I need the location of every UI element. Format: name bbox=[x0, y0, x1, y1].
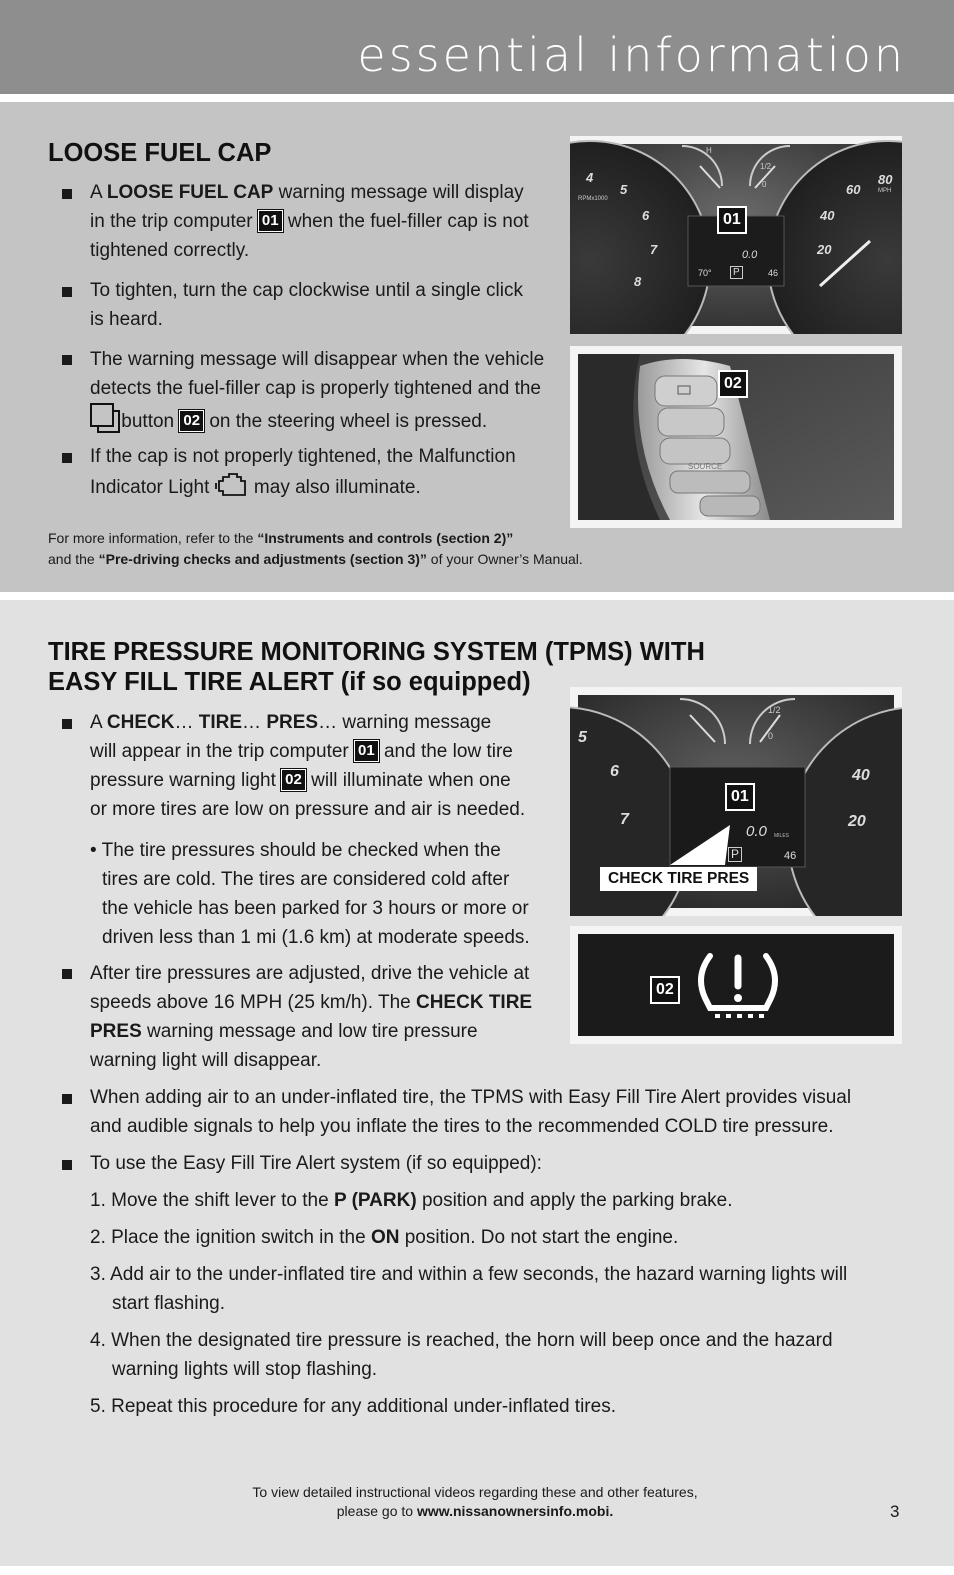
gear-indicator: P bbox=[728, 847, 742, 862]
step-2: 2. Place the ignition switch in the ON position. Do not start the engine. bbox=[90, 1227, 679, 1248]
tpms-bullet-4: To use the Easy Fill Tire Alert system (if so equipped): bbox=[90, 1153, 542, 1174]
bullet-marker bbox=[62, 1094, 72, 1104]
instrument-cluster-photo bbox=[570, 136, 902, 334]
rpm-label: RPMx1000 bbox=[578, 196, 608, 202]
fuel-half-label: 1/2 bbox=[768, 705, 781, 715]
temp-high-label: H bbox=[706, 146, 712, 155]
callout-badge-02: 02 bbox=[718, 370, 748, 398]
website-link[interactable]: www.nissanownersinfo.mobi. bbox=[416, 1503, 614, 1519]
bullet-marker bbox=[62, 355, 72, 365]
bullet-marker bbox=[62, 453, 72, 463]
check-tire-pres-label: CHECK TIRE PRES bbox=[600, 867, 757, 891]
tpms-bullet-3: When adding air to an under-inflated tire, the TPMS with Easy Fill Tire Alert provides visual and audible signals to help you inflate the tires to the recommended COLD tire pressure. bbox=[90, 1087, 852, 1137]
tpms-heading-line-2: EASY FILL TIRE ALERT (if so equipped) bbox=[48, 668, 531, 696]
mph-label: MPH bbox=[878, 188, 892, 194]
callout-badge-01: 01 bbox=[354, 740, 379, 762]
callout-badge-02: 02 bbox=[650, 976, 680, 1004]
page-header bbox=[0, 0, 954, 94]
trip-odometer-readout: 0.0 bbox=[746, 823, 767, 840]
footer-note: To view detailed instructional videos regarding these and other features, please go to www.nissanownersinfo.mobi. bbox=[252, 1484, 698, 1519]
source-button-label: SOURCE bbox=[688, 462, 723, 471]
speed-label-40: 40 bbox=[852, 767, 870, 784]
fuel-zero-label: 0 bbox=[762, 180, 767, 189]
tpms-heading-line-1: TIRE PRESSURE MONITORING SYSTEM (TPMS) WITH bbox=[48, 638, 705, 666]
display-button-icon bbox=[90, 403, 116, 429]
tpms-sub-note: • The tire pressures should be checked when the tires are cold. The tires are considered cold after the vehicle has been parked for 3 hours or more or driven less than 1 mi (1.6 km) at moderate speeds. bbox=[90, 840, 530, 948]
fuel-zero-label: 0 bbox=[768, 731, 774, 741]
callout-badge-02: 02 bbox=[281, 769, 306, 791]
page-number: 3 bbox=[890, 1502, 900, 1521]
fuel-bullet-4: If the cap is not properly tightened, the Malfunction Indicator Light may also illuminate. bbox=[90, 446, 516, 498]
step-3: 3. Add air to the under-inflated tire and within a few seconds, the hazard warning lights will start flashing. bbox=[90, 1264, 848, 1314]
step-5: 5. Repeat this procedure for any additional under-inflated tires. bbox=[90, 1396, 616, 1417]
fuel-half-label: 1/2 bbox=[760, 162, 772, 171]
bullet-marker bbox=[62, 969, 72, 979]
page-title: essential information bbox=[357, 28, 906, 82]
tpms-cluster-photo bbox=[570, 687, 902, 916]
speed-label-80: 80 bbox=[878, 172, 893, 187]
miles-label: MILES bbox=[774, 833, 790, 839]
bullet-marker bbox=[62, 189, 72, 199]
callout-badge-01: 01 bbox=[717, 206, 747, 234]
tach-label-8: 8 bbox=[634, 274, 642, 289]
tach-label-5: 5 bbox=[620, 182, 628, 197]
tpms-bullet-2: After tire pressures are adjusted, drive the vehicle at speeds above 16 MPH (25 km/h). The CHECK TIRE PRES warning message and low tire pressure warning light will disappear. bbox=[90, 963, 533, 1071]
low-tire-pressure-light-photo bbox=[570, 926, 902, 1044]
bullet-marker bbox=[62, 1160, 72, 1170]
steering-wheel-photo bbox=[570, 346, 902, 528]
trip-odometer-readout: 0.0 bbox=[742, 249, 758, 261]
fuel-bullet-1: A LOOSE FUEL CAP warning message will display in the trip computer 01 when the fuel-filler cap is not tightened correctly. bbox=[90, 182, 529, 261]
tach-label-7: 7 bbox=[650, 242, 658, 257]
bullet-marker bbox=[62, 287, 72, 297]
tach-label-7: 7 bbox=[620, 811, 629, 828]
range-readout: 46 bbox=[784, 850, 797, 862]
fuel-cap-heading: LOOSE FUEL CAP bbox=[48, 139, 272, 167]
tach-label-4: 4 bbox=[586, 170, 594, 185]
tach-label-6: 6 bbox=[610, 763, 619, 780]
step-4: 4. When the designated tire pressure is reached, the horn will beep once and the hazard warning lights will stop flashing. bbox=[90, 1330, 833, 1380]
tpms-bullet-1: A CHECK… TIRE… PRES… warning message will appear in the trip computer 01 and the low tire pressure warning light 02 will illuminate when one or more tires are low on pressure and air is needed. bbox=[90, 712, 526, 820]
callout-badge-01: 01 bbox=[258, 210, 283, 232]
speed-label-40: 40 bbox=[820, 208, 835, 223]
range-readout: 46 bbox=[768, 268, 779, 278]
bullet-marker bbox=[62, 719, 72, 729]
speed-label-20: 20 bbox=[848, 813, 866, 830]
callout-badge-02: 02 bbox=[179, 410, 204, 432]
owners-manual-reference: For more information, refer to the “Instruments and controls (section 2)” and the “Pre-driving checks and adjustments (section 3)” of your Owner’s Manual. bbox=[48, 530, 583, 567]
engine-check-icon bbox=[215, 471, 249, 497]
speed-label-60: 60 bbox=[846, 182, 861, 197]
gear-indicator: P bbox=[730, 266, 743, 279]
step-1: 1. Move the shift lever to the P (PARK) position and apply the parking brake. bbox=[90, 1190, 733, 1211]
tach-label-5: 5 bbox=[578, 729, 587, 746]
speed-label-20: 20 bbox=[817, 242, 832, 257]
callout-badge-01: 01 bbox=[725, 783, 755, 811]
fuel-bullet-3: The warning message will disappear when the vehicle detects the fuel-filler cap is properly tightened and the button 02 on the steering wheel is pressed. bbox=[90, 349, 545, 432]
outside-temp-readout: 70° bbox=[698, 268, 712, 278]
tach-label-6: 6 bbox=[642, 208, 650, 223]
fuel-bullet-2: To tighten, turn the cap clockwise until a single click is heard. bbox=[90, 280, 523, 330]
